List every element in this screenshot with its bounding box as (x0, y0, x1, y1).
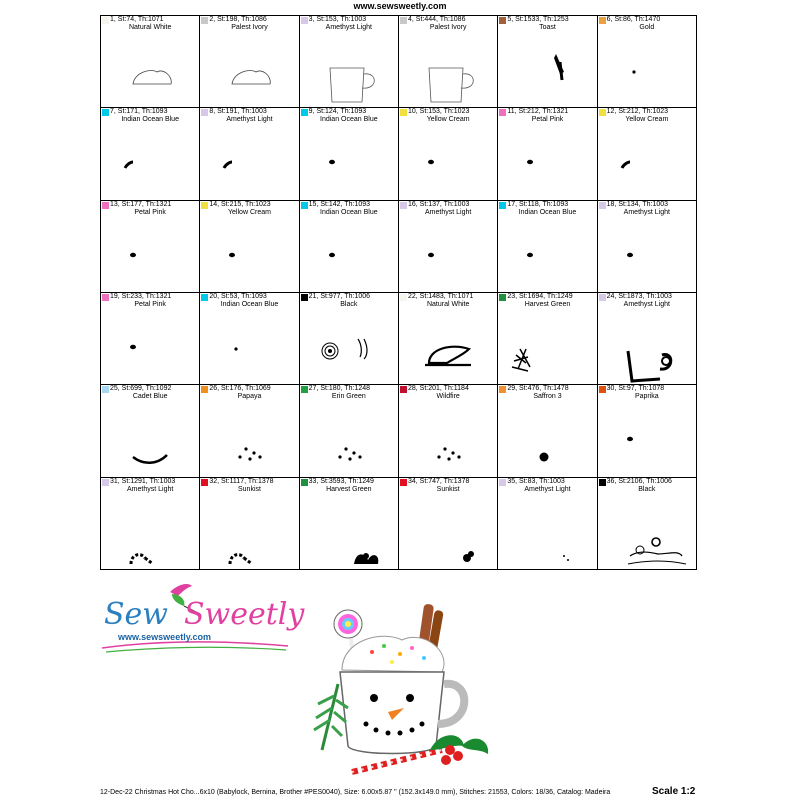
color-cell (498, 293, 597, 385)
color-cell (498, 385, 597, 477)
cream-outline-icon (399, 309, 497, 385)
color-swatch (499, 202, 506, 209)
color-cell (101, 385, 200, 477)
color-cell (101, 293, 200, 385)
cell-stitch-info: 20, St:53, Th:1093 (209, 293, 267, 300)
color-swatch (599, 109, 606, 116)
dots-icon (399, 401, 497, 477)
dots-icon (200, 401, 298, 477)
cell-stitch-info: 18, St:134, Th:1003 (606, 200, 669, 208)
tiny-icon (498, 494, 596, 570)
color-swatch (499, 17, 506, 24)
cell-stitch-info: 34, St:747, Th:1378 (408, 477, 470, 485)
cell-thread-color: Yellow Cream (625, 116, 669, 124)
cell-thread-color: Petal Pink (134, 208, 166, 216)
cell-thread-color: Indian Ocean Blue (220, 301, 279, 308)
dots-icon (300, 401, 398, 477)
logo-url[interactable]: www.sewsweetly.com (118, 632, 212, 642)
berries-icon (399, 494, 497, 570)
mug-icon (300, 32, 398, 108)
color-swatch (102, 479, 109, 486)
cream-icon (342, 636, 444, 672)
cell-stitch-info: 11, St:212, Th:1321 (507, 108, 569, 116)
cell-thread-color: Papaya (237, 393, 262, 401)
cell-thread-color: Harvest Green (524, 301, 571, 308)
color-swatch (201, 294, 208, 301)
cell-thread-color: Paprika (634, 393, 659, 401)
color-swatch (301, 479, 308, 486)
curve-icon (101, 124, 199, 200)
site-url[interactable]: www.sewsweetly.com (353, 1, 447, 11)
color-cell (300, 16, 399, 108)
cell-thread-color: Yellow Cream (228, 208, 271, 216)
color-swatch (301, 294, 308, 301)
dot-icon (101, 309, 199, 385)
color-swatch (102, 109, 109, 116)
stick-icon (498, 32, 596, 108)
color-swatch (201, 17, 208, 24)
cell-stitch-info: 8, St:191, Th:1003 (209, 108, 267, 116)
color-swatch (400, 109, 407, 116)
cell-thread-color: Petal Pink (531, 116, 564, 124)
cell-stitch-info: 1, St:74, Th:1071 (110, 16, 164, 23)
cell-thread-color: Toast (539, 24, 556, 31)
cell-stitch-info: 23, St:1694, Th:1249 (507, 293, 573, 300)
cell-stitch-info: 4, St:444, Th:1086 (408, 16, 466, 23)
design-preview (312, 600, 492, 780)
color-swatch (499, 109, 506, 116)
color-cell (498, 201, 597, 293)
cell-stitch-info: 29, St:476, Th:1478 (507, 385, 569, 393)
cell-stitch-info: 35, St:83, Th:1003 (507, 477, 565, 485)
color-swatch (499, 386, 506, 393)
cell-thread-color: Black (340, 301, 358, 308)
color-swatch (400, 17, 407, 24)
cell-stitch-info: 17, St:118, Th:1093 (507, 200, 569, 208)
cell-thread-color: Harvest Green (326, 485, 372, 493)
cell-thread-color: Indian Ocean Blue (121, 116, 179, 124)
color-cell (101, 16, 200, 108)
cell-thread-color: Natural White (426, 301, 470, 308)
cell-stitch-info: 9, St:124, Th:1093 (308, 108, 367, 116)
cane-icon (101, 494, 199, 570)
color-swatch (301, 386, 308, 393)
color-swatch (301, 17, 308, 24)
cell-stitch-info: 36, St:2106, Th:1006 (606, 477, 672, 485)
cell-stitch-info: 6, St:86, Th:1470 (606, 16, 661, 23)
cream-icon (101, 32, 199, 108)
cell-stitch-info: 22, St:1483, Th:1071 (408, 293, 474, 300)
color-cell (498, 108, 597, 200)
cell-stitch-info: 7, St:171, Th:1093 (110, 108, 168, 116)
color-cell (300, 108, 399, 200)
cell-thread-color: Amethyst Light (623, 208, 670, 216)
color-cell (200, 16, 299, 108)
cell-thread-color: Palest Ivory (231, 24, 268, 31)
smile-icon (101, 401, 199, 477)
cell-thread-color: Petal Pink (134, 301, 166, 308)
cell-thread-color: Black (638, 485, 656, 493)
color-swatch (599, 17, 606, 24)
cream-icon (200, 32, 298, 108)
color-cell (598, 201, 697, 293)
color-swatch (201, 386, 208, 393)
cell-stitch-info: 5, St:1533, Th:1253 (507, 16, 569, 23)
cell-stitch-info: 2, St:198, Th:1086 (209, 16, 267, 23)
cell-stitch-info: 31, St:1291, Th:1003 (110, 477, 176, 485)
holly-icon (300, 494, 398, 570)
cell-stitch-info: 21, St:977, Th:1006 (308, 293, 371, 300)
color-swatch (599, 294, 606, 301)
cell-thread-color: Amethyst Light (623, 301, 670, 308)
color-cell (101, 478, 200, 570)
curve-icon (200, 124, 298, 200)
dot-icon (399, 124, 497, 200)
color-cell (399, 16, 498, 108)
svg-text:Sweetly: Sweetly (184, 597, 305, 632)
color-swatch (499, 294, 506, 301)
cell-thread-color: Natural White (128, 24, 172, 31)
color-swatch (400, 202, 407, 209)
color-cell (399, 108, 498, 200)
dot-small-icon (598, 32, 696, 108)
svg-text:Sew: Sew (104, 597, 168, 632)
cell-stitch-info: 26, St:176, Th:1069 (209, 385, 271, 393)
cell-thread-color: Gold (639, 24, 655, 31)
color-cell (598, 293, 697, 385)
cell-thread-color: Amethyst Light (524, 485, 571, 493)
dot-icon (300, 217, 398, 293)
dot-icon (598, 401, 696, 477)
curve-icon (598, 124, 696, 200)
cell-thread-color: Indian Ocean Blue (518, 208, 577, 216)
cell-thread-color: Palest Ivory (429, 24, 467, 31)
cane-icon (200, 494, 298, 570)
color-swatch (599, 479, 606, 486)
color-cell (200, 478, 299, 570)
color-cell (498, 16, 597, 108)
color-cell (598, 385, 697, 477)
holly-icon (430, 735, 488, 765)
cell-stitch-info: 25, St:699, Th:1092 (110, 385, 172, 393)
dot-icon (598, 217, 696, 293)
color-cell (200, 385, 299, 477)
color-cell (300, 385, 399, 477)
dot-small-icon (200, 309, 298, 385)
cell-stitch-info: 33, St:3593, Th:1249 (308, 477, 374, 485)
cell-stitch-info: 10, St:153, Th:1023 (408, 108, 470, 116)
cell-thread-color: Wildfire (436, 393, 460, 401)
color-cell (598, 478, 697, 570)
cell-thread-color: Saffron 3 (533, 393, 562, 401)
cell-thread-color: Sunkist (238, 485, 261, 493)
cell-stitch-info: 27, St:180, Th:1248 (308, 385, 371, 393)
color-cell (598, 108, 697, 200)
mug-bold-icon (598, 309, 696, 385)
color-swatch (599, 202, 606, 209)
cell-thread-color: Amethyst Light (226, 116, 273, 124)
dot-icon (498, 124, 596, 200)
color-cell (101, 108, 200, 200)
cell-thread-color: Amethyst Light (127, 485, 174, 493)
color-cell (300, 478, 399, 570)
cell-thread-color: Cadet Blue (132, 393, 168, 401)
color-sequence-grid (100, 15, 697, 570)
cell-thread-color: Indian Ocean Blue (320, 208, 378, 216)
color-cell (200, 108, 299, 200)
color-cell (498, 478, 597, 570)
cell-stitch-info: 24, St:1873, Th:1003 (606, 293, 672, 300)
cell-stitch-info: 19, St:233, Th:1321 (110, 293, 172, 300)
dot-icon (399, 217, 497, 293)
cell-stitch-info: 28, St:201, Th:1184 (408, 385, 469, 393)
color-swatch (201, 202, 208, 209)
sew-sweetly-logo (100, 578, 305, 658)
cell-stitch-info: 16, St:137, Th:1003 (408, 200, 470, 208)
cell-stitch-info: 30, St:97, Th:1078 (606, 385, 665, 393)
cell-thread-color: Amethyst Light (325, 24, 372, 31)
outline-all-icon (598, 494, 696, 570)
pine-icon (498, 309, 596, 385)
dot-icon (300, 124, 398, 200)
color-cell (101, 201, 200, 293)
dot-big-icon (498, 401, 596, 477)
color-cell (399, 293, 498, 385)
swirl-icon (300, 309, 398, 385)
cell-stitch-info: 3, St:153, Th:1003 (308, 16, 367, 23)
color-swatch (201, 479, 208, 486)
color-swatch (400, 479, 407, 486)
color-swatch (599, 386, 606, 393)
cell-thread-color: Yellow Cream (426, 116, 470, 124)
mug-icon (399, 32, 497, 108)
color-cell (399, 201, 498, 293)
color-swatch (301, 109, 308, 116)
color-cell (598, 16, 697, 108)
color-swatch (201, 109, 208, 116)
cell-thread-color: Erin Green (331, 393, 366, 401)
color-swatch (499, 479, 506, 486)
color-cell (399, 385, 498, 477)
color-swatch (102, 294, 109, 301)
dot-icon (498, 217, 596, 293)
color-swatch (301, 202, 308, 209)
dot-icon (200, 217, 298, 293)
color-swatch (102, 386, 109, 393)
cell-stitch-info: 12, St:212, Th:1023 (606, 108, 669, 116)
color-cell (200, 201, 299, 293)
cell-stitch-info: 13, St:177, Th:1321 (110, 200, 172, 208)
cell-stitch-info: 14, St:215, Th:1023 (209, 200, 271, 208)
color-cell (300, 201, 399, 293)
color-cell (399, 478, 498, 570)
cell-stitch-info: 15, St:142, Th:1093 (308, 200, 371, 208)
color-swatch (102, 202, 109, 209)
cell-thread-color: Amethyst Light (425, 208, 472, 216)
color-swatch (102, 17, 109, 24)
cell-thread-color: Indian Ocean Blue (320, 116, 378, 124)
color-swatch (400, 294, 407, 301)
cell-thread-color: Sunkist (436, 485, 460, 493)
dot-icon (101, 217, 199, 293)
scale-label: Scale 1:2 (652, 786, 696, 797)
color-cell (300, 293, 399, 385)
color-swatch (400, 386, 407, 393)
cell-stitch-info: 32, St:1117, Th:1378 (209, 477, 274, 485)
color-cell (200, 293, 299, 385)
design-info-footer: 12-Dec-22 Christmas Hot Cho...6x10 (Babylock, Bernina, Brother #PES0040), Size: 6.00x5.87 " (152.3x149.0 mm), Stitches: 21553, Colors: 18/36, Catalog: Madeira (100, 789, 611, 796)
